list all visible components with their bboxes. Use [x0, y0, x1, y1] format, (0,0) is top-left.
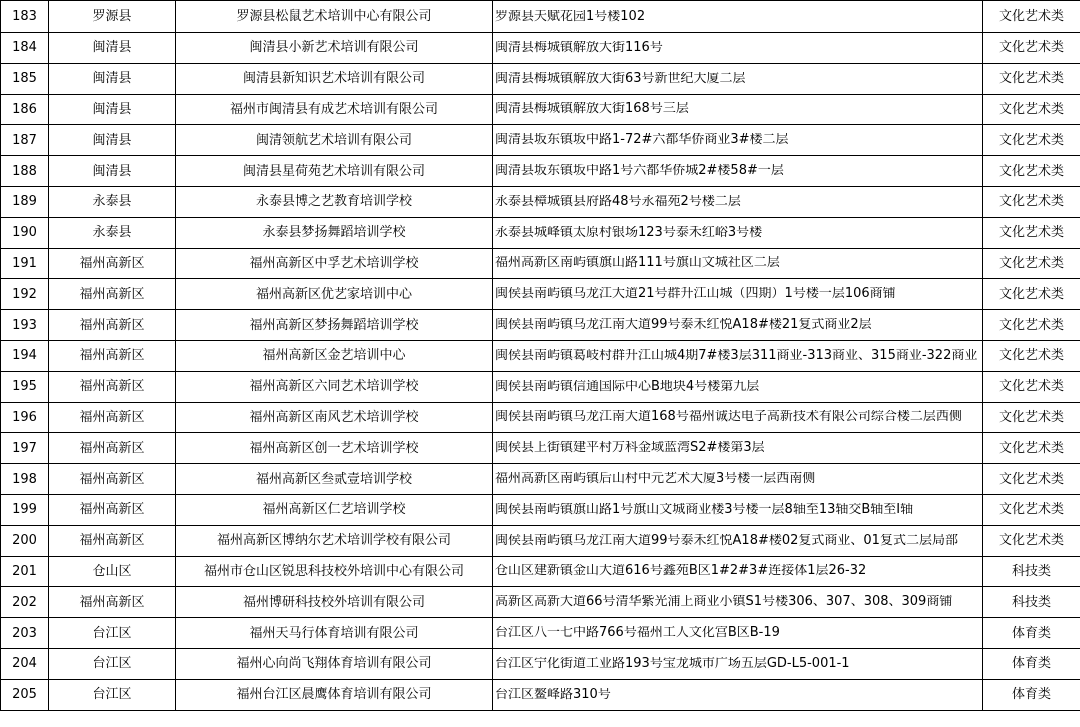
institution-name-cell: 福州高新区叁贰壹培训学校 [176, 464, 493, 495]
address-cell [493, 587, 983, 618]
institution-name-cell: 永泰县梦扬舞蹈培训学校 [176, 217, 493, 248]
row-number-cell: 198 [1, 464, 49, 495]
address-cell [493, 63, 983, 94]
row-number-cell: 188 [1, 156, 49, 187]
address-cell [493, 217, 983, 248]
address-cell [493, 464, 983, 495]
institution-name-cell: 福州高新区创一艺术培训学校 [176, 433, 493, 464]
institution-name-cell: 福州天马行体育培训有限公司 [176, 618, 493, 649]
category-cell: 文化艺术类 [983, 279, 1080, 310]
table-row [1, 494, 1080, 525]
table-row [1, 310, 1080, 341]
institution-name-cell: 福州高新区仁艺培训学校 [176, 494, 493, 525]
table-row [1, 1, 1080, 33]
row-number-cell: 185 [1, 63, 49, 94]
address-cell [493, 679, 983, 710]
table-row [1, 618, 1080, 649]
table-row [1, 648, 1080, 679]
district-cell: 福州高新区 [49, 464, 176, 495]
address-text: 闽侯县南屿镇旗山路1号旗山文城商业楼3号楼一层8轴至13轴交B轴至I轴 [495, 502, 914, 517]
district-cell: 闽清县 [49, 156, 176, 187]
address-cell [493, 310, 983, 341]
address-cell [493, 494, 983, 525]
row-number-cell: 186 [1, 94, 49, 125]
institution-name-cell: 福州博研科技校外培训有限公司 [176, 587, 493, 618]
row-number-cell: 199 [1, 494, 49, 525]
address-cell [493, 371, 983, 402]
row-number-cell: 192 [1, 279, 49, 310]
address-cell [493, 340, 983, 371]
address-text: 永泰县城峰镇太原村银场123号泰禾红峪3号楼 [495, 225, 763, 240]
row-number-cell: 202 [1, 587, 49, 618]
address-cell [493, 248, 983, 279]
address-cell [493, 525, 983, 556]
institution-name-cell: 闽清领航艺术培训有限公司 [176, 125, 493, 156]
address-text: 闽清县坂东镇坂中路1-72#六都华侨商业3#楼二层 [495, 133, 789, 148]
address-text: 福州高新区南屿镇后山村中元艺术大厦3号楼一层西南侧 [495, 472, 816, 487]
table-row [1, 433, 1080, 464]
address-cell [493, 125, 983, 156]
table-row [1, 33, 1080, 64]
table-row [1, 340, 1080, 371]
district-cell: 福州高新区 [49, 248, 176, 279]
district-cell: 闽清县 [49, 63, 176, 94]
district-cell: 闽清县 [49, 125, 176, 156]
address-cell [493, 556, 983, 587]
institution-name-cell: 闽清县星荷苑艺术培训有限公司 [176, 156, 493, 187]
institution-name-cell: 罗源县松鼠艺术培训中心有限公司 [176, 1, 493, 33]
category-cell: 文化艺术类 [983, 125, 1080, 156]
category-cell: 体育类 [983, 648, 1080, 679]
category-cell: 文化艺术类 [983, 217, 1080, 248]
row-number-cell: 191 [1, 248, 49, 279]
address-text: 闽侯县南屿镇乌龙江南大道168号福州诚达电子高新技术有限公司综合楼二层西侧 [495, 410, 962, 425]
address-text: 闽清县梅城镇解放大街168号三层 [495, 102, 689, 117]
table-row [1, 63, 1080, 94]
institution-name-cell: 永泰县博之艺教育培训学校 [176, 186, 493, 217]
category-cell: 文化艺术类 [983, 156, 1080, 187]
institution-name-cell: 福州高新区梦扬舞蹈培训学校 [176, 310, 493, 341]
address-cell [493, 279, 983, 310]
table-row [1, 94, 1080, 125]
row-number-cell: 193 [1, 310, 49, 341]
table-row [1, 525, 1080, 556]
address-cell [493, 402, 983, 433]
row-number-cell: 205 [1, 679, 49, 710]
table-row [1, 217, 1080, 248]
table-row [1, 186, 1080, 217]
address-text: 罗源县天赋花园1号楼102 [495, 9, 646, 24]
address-cell [493, 648, 983, 679]
table-row [1, 402, 1080, 433]
table-row [1, 587, 1080, 618]
address-text: 闽清县梅城镇解放大街116号 [495, 40, 663, 55]
table-row [1, 556, 1080, 587]
address-text: 永泰县樟城镇县府路48号永福苑2号楼二层 [495, 194, 741, 209]
table-body [1, 1, 1080, 711]
row-number-cell: 183 [1, 1, 49, 33]
district-cell: 福州高新区 [49, 587, 176, 618]
category-cell: 文化艺术类 [983, 63, 1080, 94]
category-cell: 文化艺术类 [983, 186, 1080, 217]
category-cell: 文化艺术类 [983, 464, 1080, 495]
address-text: 闽侯县南屿镇信通国际中心B地块4号楼第九层 [495, 379, 760, 394]
institution-name-cell: 福州高新区博纳尔艺术培训学校有限公司 [176, 525, 493, 556]
address-text: 台江区鳌峰路310号 [495, 687, 611, 702]
institution-name-cell: 福州高新区六同艺术培训学校 [176, 371, 493, 402]
address-text: 闽侯县南屿镇葛岐村群升江山城4期7#楼3层311商业-313商业、315商业-322商业 [495, 348, 978, 363]
category-cell: 文化艺术类 [983, 33, 1080, 64]
category-cell: 体育类 [983, 679, 1080, 710]
institution-name-cell: 闽清县新知识艺术培训有限公司 [176, 63, 493, 94]
institution-name-cell: 福州台江区晨鹰体育培训有限公司 [176, 679, 493, 710]
category-cell: 文化艺术类 [983, 340, 1080, 371]
category-cell: 文化艺术类 [983, 94, 1080, 125]
address-cell [493, 33, 983, 64]
address-cell [493, 1, 983, 33]
category-cell: 科技类 [983, 587, 1080, 618]
district-cell: 福州高新区 [49, 494, 176, 525]
district-cell: 台江区 [49, 679, 176, 710]
address-cell [493, 94, 983, 125]
address-cell [493, 156, 983, 187]
category-cell: 体育类 [983, 618, 1080, 649]
institution-name-cell: 福州高新区优艺家培训中心 [176, 279, 493, 310]
district-cell: 罗源县 [49, 1, 176, 33]
district-cell: 闽清县 [49, 94, 176, 125]
district-cell: 永泰县 [49, 186, 176, 217]
address-text: 闽清县坂东镇坂中路1号六都华侨城2#楼58#一层 [495, 164, 784, 179]
district-cell: 福州高新区 [49, 279, 176, 310]
district-cell: 永泰县 [49, 217, 176, 248]
table-row [1, 125, 1080, 156]
institution-name-cell: 福州市仓山区锐思科技校外培训中心有限公司 [176, 556, 493, 587]
category-cell: 文化艺术类 [983, 494, 1080, 525]
table-row [1, 248, 1080, 279]
row-number-cell: 184 [1, 33, 49, 64]
table-row [1, 464, 1080, 495]
table-row [1, 279, 1080, 310]
row-number-cell: 203 [1, 618, 49, 649]
category-cell: 文化艺术类 [983, 402, 1080, 433]
address-text: 闽侯县上街镇建平村万科金域蓝湾S2#楼第3层 [495, 441, 765, 456]
district-cell: 福州高新区 [49, 525, 176, 556]
row-number-cell: 204 [1, 648, 49, 679]
row-number-cell: 189 [1, 186, 49, 217]
district-cell: 闽清县 [49, 33, 176, 64]
address-text: 闽侯县南屿镇乌龙江南大道99号泰禾红悦A18#楼02复式商业、01复式二层局部 [495, 533, 958, 548]
table-row [1, 156, 1080, 187]
institution-name-cell: 福州市闽清县有成艺术培训有限公司 [176, 94, 493, 125]
address-text: 仓山区建新镇金山大道616号鑫苑B区1#2#3#连接体1层26-32 [495, 564, 867, 579]
district-cell: 台江区 [49, 648, 176, 679]
institution-name-cell: 福州高新区南风艺术培训学校 [176, 402, 493, 433]
address-text: 台江区宁化街道工业路193号宝龙城市广场五层GD-L5-001-1 [495, 656, 850, 671]
district-cell: 福州高新区 [49, 371, 176, 402]
district-cell: 福州高新区 [49, 433, 176, 464]
row-number-cell: 196 [1, 402, 49, 433]
category-cell: 文化艺术类 [983, 248, 1080, 279]
address-text: 高新区高新大道66号清华紫光浦上商业小镇S1号楼306、307、308、309商铺 [495, 595, 953, 610]
district-cell: 台江区 [49, 618, 176, 649]
district-cell: 福州高新区 [49, 310, 176, 341]
address-cell [493, 618, 983, 649]
district-cell: 福州高新区 [49, 340, 176, 371]
table-row [1, 679, 1080, 710]
category-cell: 科技类 [983, 556, 1080, 587]
address-cell [493, 433, 983, 464]
category-cell: 文化艺术类 [983, 371, 1080, 402]
row-number-cell: 201 [1, 556, 49, 587]
address-text: 闽侯县南屿镇乌龙江南大道99号泰禾红悦A18#楼21复式商业2层 [495, 318, 872, 333]
category-cell: 文化艺术类 [983, 310, 1080, 341]
address-text: 福州高新区南屿镇旗山路111号旗山文城社区二层 [495, 256, 780, 271]
row-number-cell: 200 [1, 525, 49, 556]
address-text: 闽侯县南屿镇乌龙江大道21号群升江山城（四期）1号楼一层106商铺 [495, 287, 896, 302]
district-cell: 仓山区 [49, 556, 176, 587]
institution-name-cell: 闽清县小新艺术培训有限公司 [176, 33, 493, 64]
district-cell: 福州高新区 [49, 402, 176, 433]
row-number-cell: 197 [1, 433, 49, 464]
address-text: 闽清县梅城镇解放大街63号新世纪大厦二层 [495, 71, 746, 86]
row-number-cell: 195 [1, 371, 49, 402]
institution-name-cell: 福州高新区中孚艺术培训学校 [176, 248, 493, 279]
institution-name-cell: 福州高新区金艺培训中心 [176, 340, 493, 371]
category-cell: 文化艺术类 [983, 433, 1080, 464]
row-number-cell: 190 [1, 217, 49, 248]
row-number-cell: 194 [1, 340, 49, 371]
institution-name-cell: 福州心向尚飞翔体育培训有限公司 [176, 648, 493, 679]
category-cell: 文化艺术类 [983, 1, 1080, 33]
address-cell [493, 186, 983, 217]
address-text: 台江区八一七中路766号福州工人文化宫B区B-19 [495, 626, 780, 641]
category-cell: 文化艺术类 [983, 525, 1080, 556]
table-row [1, 371, 1080, 402]
row-number-cell: 187 [1, 125, 49, 156]
